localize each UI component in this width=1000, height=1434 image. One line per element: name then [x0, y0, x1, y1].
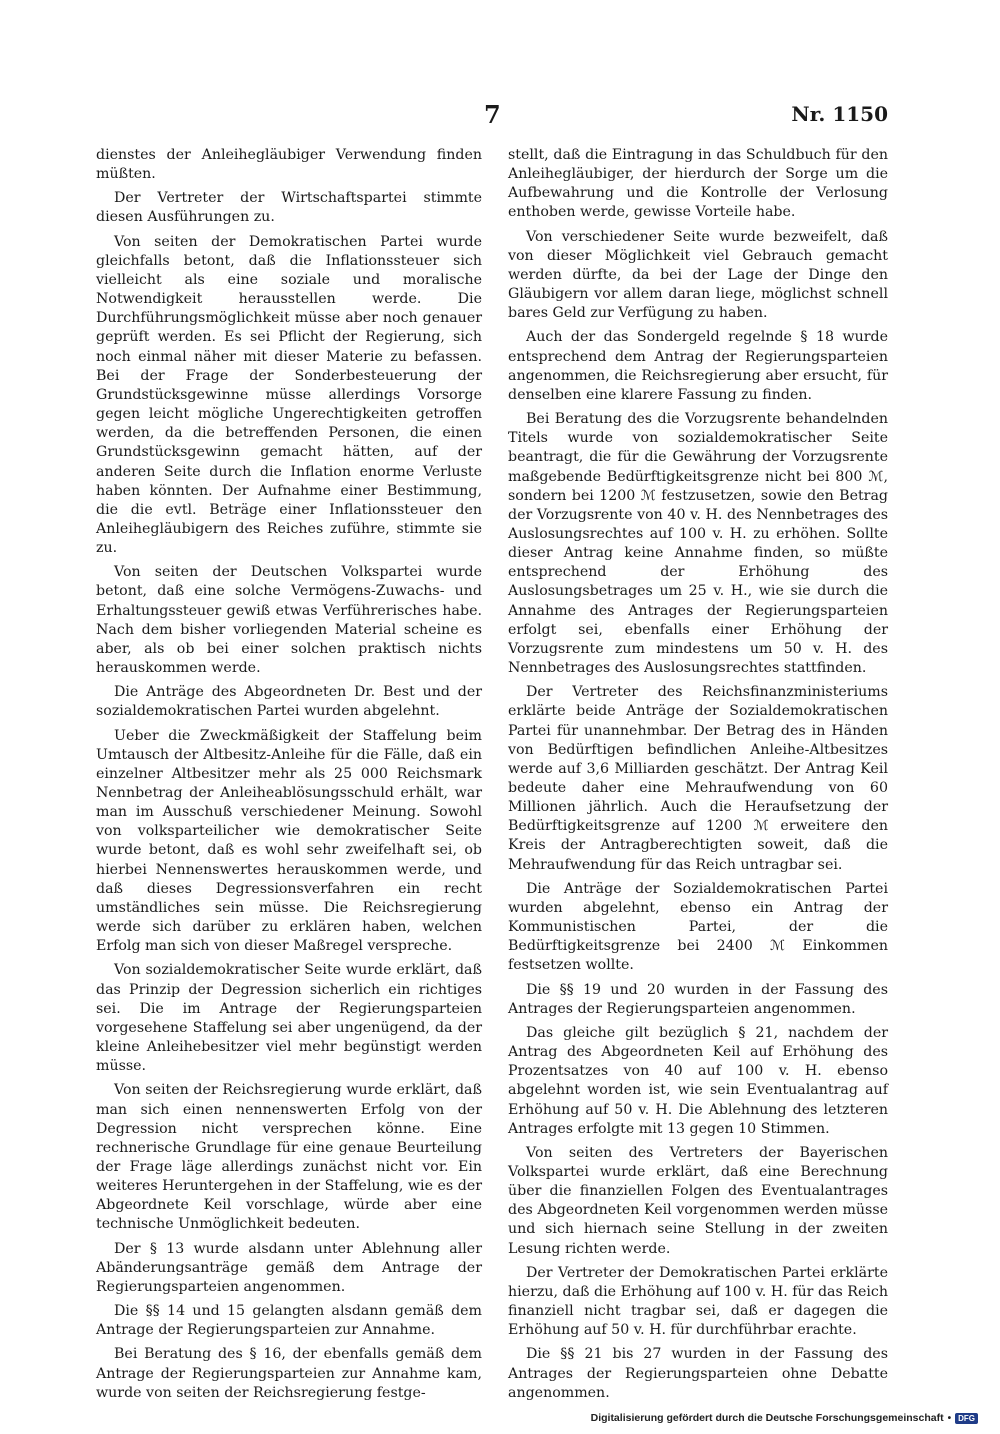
page-number: 7 — [484, 100, 501, 129]
paragraph: Die §§ 21 bis 27 wurden in der Fassung des Antrages der Regierungsparteien ohne Debatte angenommen. — [508, 1346, 888, 1401]
digitization-footer — [591, 1412, 978, 1424]
paragraph: Der Vertreter der Wirtschaftspartei stimmte diesen Ausführungen zu. — [96, 190, 482, 226]
paragraph: Die §§ 14 und 15 gelangten alsdann gemäß dem Antrage der Regierungsparteien zur Annahme. — [96, 1303, 482, 1339]
paragraph: Von verschiedener Seite wurde bezweifelt, daß von dieser Möglichkeit viel Gebrauch gemacht werden dürfte, da bei der Lage der Dinge den Gläubigern vor allem daran liege, möglichst schnell bares Geld zur Verfügung zu haben. — [508, 228, 888, 322]
paragraph: dienstes der Anleihegläubiger Verwendung finden müßten. — [96, 147, 482, 183]
dfg-logo-icon: DFG — [955, 1413, 978, 1424]
document-number: Nr. 1150 — [791, 102, 888, 126]
paragraph: stellt, daß die Eintragung in das Schuldbuch für den Anleihegläubiger, der hierdurch der Sorge um die Aufbewahrung und die Kontrolle der Verlosung enthoben werde, gewisse Vorteile habe. — [508, 147, 888, 221]
right-column — [508, 146, 888, 1408]
paragraph: Von seiten des Vertreters der Bayerischen Volkspartei wurde erklärt, daß eine Berechnung über die finanziellen Folgen des Eventualantrages des Abgeordneten Keil vorgenommen werden müsse und sich hiernach seine Stellung in der zweiten Lesung richten werde. — [508, 1144, 888, 1257]
paragraph: Die §§ 19 und 20 wurden in der Fassung des Antrages der Regierungsparteien angenommen. — [508, 981, 888, 1017]
paragraph: Der Vertreter der Demokratischen Partei erklärte hierzu, daß die Erhöhung auf 100 v. H. für das Reich finanziell nicht tragbar sei, daß er dagegen die Erhöhung auf 50 v. H. für durchführbar erachte. — [508, 1264, 888, 1339]
paragraph: Der Vertreter des Reichsfinanzministeriums erklärte beide Anträge der Sozialdemokratischen Partei für unannehmbar. Der Betrag des in Händen von Bedürftigen befindlichen Anleihe-Altbesitzes werde auf 3,6 Milliarden geschätzt. Der Antrag Keil bedeute daher eine Mehraufwendung von 60 Millionen jährlich. Auch die Heraufsetzung der Bedürftigkeitsgrenze auf 1200 ℳ erweitere den Kreis der Antragberechtigten soweit, daß die Mehraufwendung für das Reich untragbar sei. — [508, 684, 888, 873]
paragraph: Bei Beratung des § 16, der ebenfalls gemäß dem Antrage der Regierungsparteien zur Annahme kam, wurde von seiten der Reichsregierung festge- — [96, 1346, 482, 1401]
paragraph: Der § 13 wurde alsdann unter Ablehnung aller Abänderungsanträge gemäß dem Antrage der Regierungsparteien angenommen. — [96, 1240, 482, 1295]
paragraph: Von seiten der Reichsregierung wurde erklärt, daß man sich einen nennenswerten Erfolg von der Degression nicht versprechen könne. Eine rechnerische Grundlage für eine genaue Beurteilung der Frage läge allerdings zunächst nicht vor. Ein weiteres Heruntergehen in der Staffelung, wie es der Abgeordnete Keil vorschlage, würde aber eine technische Unmöglichkeit bedeuten. — [96, 1082, 482, 1233]
footer-text: Digitalisierung gefördert durch die Deutsche Forschungsgemeinschaft — [590, 1412, 944, 1424]
footer-separator: • — [947, 1412, 952, 1424]
paragraph: Bei Beratung des die Vorzugsrente behandelnden Titels wurde von sozialdemokratischer Seite beantragt, die für die Gewährung der Vorzugsrente maßgebende Bedürftigkeitsgrenze nicht bei 800 ℳ, sondern bei 1200 ℳ festzusetzen, sowie den Betrag der Vorzugsrente von 40 v. H. des Nennbetrages des Auslosungsrechtes auf 100 v. H. zu erhöhen. Sollte dieser Antrag keine Annahme finden, so müßte entsprechend der Erhöhung des Auslosungsbetrages um 25 v. H., wie sie durch die Annahme des Antrages der Regierungsparteien erfolgt sei, ebenfalls einer Erhöhung der Vorzugsrente zum mindestens um 50 v. H. des Nennbetrages des Auslosungsrechtes stattfinden. — [508, 411, 888, 677]
paragraph: Ueber die Zweckmäßigkeit der Staffelung beim Umtausch der Altbesitz-Anleihe für die Fälle, daß ein einzelner Altbesitzer mehr als 25 000 Reichsmark Nennbetrag der Anleiheablösungsschuld erhält, war man im Ausschuß verschiedener Meinung. Sowohl von volksparteilicher wie demokratischer Seite wurde betont, daß es wohl sehr zweifelhaft sei, ob hierbei Nennenswertes herauskommen werde, und daß dieses Degressionsverfahren ein recht umständliches sein müsse. Die Reichsregierung werde sich darüber zu erklären haben, welchen Erfolg man sich von dieser Maßregel verspreche. — [96, 727, 482, 955]
paragraph: Das gleiche gilt bezüglich § 21, nachdem der Antrag des Abgeordneten Keil auf Erhöhung des Prozentsatzes von 40 auf 100 v. H. ebenso abgelehnt worden ist, wie sein Eventualantrag auf Erhöhung auf 50 v. H. Die Ablehnung des letzteren Antrages erfolgte mit 13 gegen 10 Stimmen. — [508, 1024, 888, 1137]
paragraph: Die Anträge der Sozialdemokratischen Partei wurden abgelehnt, ebenso ein Antrag der Kommunistischen Partei, der die Bedürftigkeitsgrenze bei 2400 ℳ Einkommen festsetzen wollte. — [508, 880, 888, 974]
paragraph: Die Anträge des Abgeordneten Dr. Best und der sozialdemokratischen Partei wurden abgelehnt. — [96, 684, 482, 720]
paragraph: Von sozialdemokratischer Seite wurde erklärt, daß das Prinzip der Degression sicherlich ein richtiges sei. Die im Antrage der Regierungsparteien vorgesehene Staffelung sei aber ungenügend, da der kleine Anleihebesitzer viel mehr begünstigt werden müsse. — [96, 962, 482, 1075]
paragraph: Auch der das Sondergeld regelnde § 18 wurde entsprechend dem Antrag der Regierungsparteien angenommen, die Reichsregierung aber ersucht, für denselben eine klarere Fassung zu finden. — [508, 329, 888, 403]
paragraph: Von seiten der Deutschen Volkspartei wurde betont, daß eine solche Vermögens-Zuwachs- und Erhaltungssteuer gewiß etwas Verführerisches habe. Nach dem bisher vorliegenden Material scheine es aber, als ob bei einer solchen praktisch nichts herauskommen werde. — [96, 564, 482, 677]
paragraph: Von seiten der Demokratischen Partei wurde gleichfalls betont, daß die Inflationssteuer sich vielleicht als eine soziale und moralische Notwendigkeit herausstellen werde. Die Durchführungsmöglichkeit müsse aber noch genauer geprüft werden. Es sei Pflicht der Regierung, sich noch einmal näher mit dieser Materie zu befassen. Bei der Frage der Sonderbesteuerung der Grundstücksgewinne müsse allerdings Vorsorge gegen leicht mögliche Ungerechtigkeiten getroffen werden, da die betreffenden Personen, die einen Grundstücksgewinn gemacht hätten, auf der anderen Seite durch die Inflation enorme Verluste haben könnten. Der Aufnahme einer Bestimmung, die die evtl. Beträge einer Inflationssteuer den Anleihegläubigern des Reiches zuführe, stimmte sie zu. — [96, 233, 482, 557]
left-column — [96, 146, 482, 1408]
